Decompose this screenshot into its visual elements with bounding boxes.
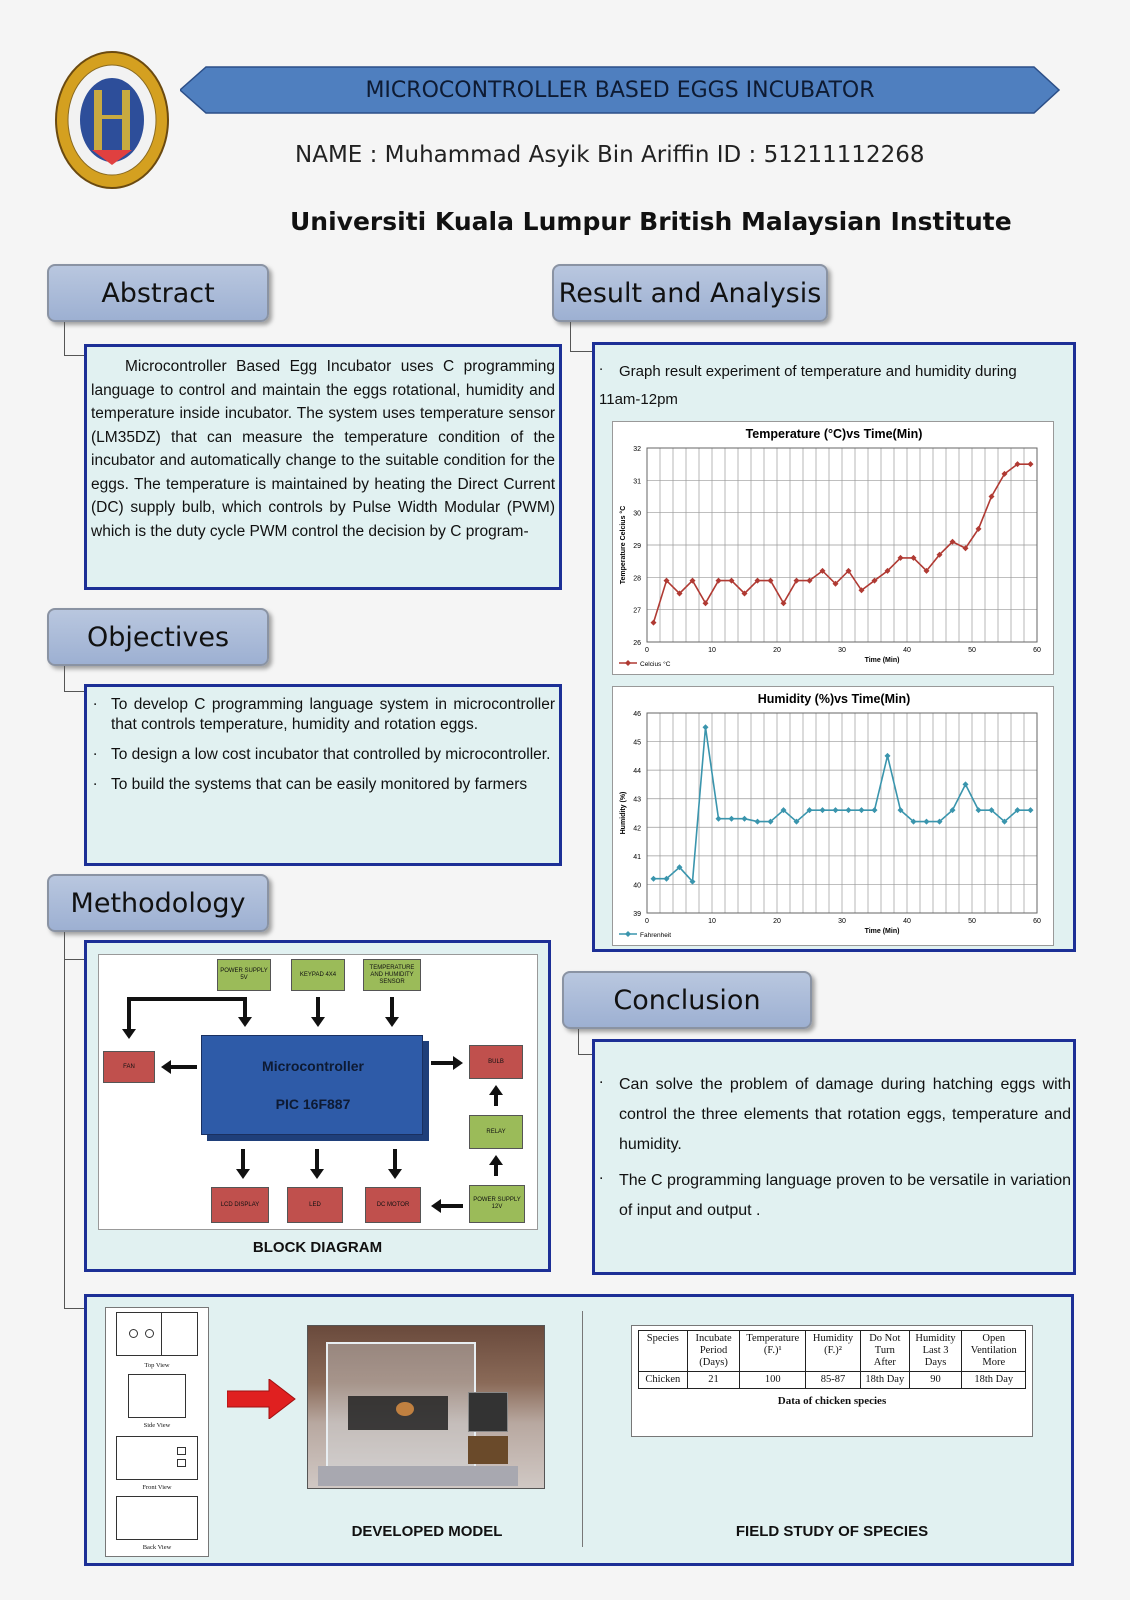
circle-icon: [145, 1329, 154, 1338]
developed-model-caption: DEVELOPED MODEL: [351, 1523, 503, 1540]
microcontroller-block: [201, 1035, 423, 1135]
data-point: [833, 807, 839, 813]
data-point: [885, 753, 891, 759]
fan-block: FAN: [103, 1051, 155, 1083]
y-tick-label: 40: [633, 882, 641, 890]
species-table-caption: Data of chicken species: [777, 1395, 887, 1407]
front-view-sketch: [116, 1436, 198, 1480]
x-tick-label: 40: [903, 918, 911, 925]
table-header-cell: Temperature (F.)¹: [740, 1331, 806, 1372]
view-label: Side View: [143, 1422, 171, 1429]
loop-arrow-down: [127, 997, 131, 1031]
arrow-down-icon: [385, 1017, 399, 1027]
x-tick-label: 30: [838, 647, 846, 654]
institution-name: Universiti Kuala Lumpur British Malaysian Institute: [290, 207, 1012, 236]
sensor-block: TEMPERATURE AND HUMIDITY SENSOR: [363, 959, 421, 991]
humidity-chart: [612, 686, 1054, 946]
y-tick-label: 42: [633, 825, 641, 833]
y-tick-label: 27: [633, 607, 641, 615]
table-header-cell: Incubate Period (Days): [687, 1331, 740, 1372]
x-tick-label: 50: [968, 918, 976, 925]
arrow-shaft: [316, 997, 320, 1019]
arrow-down-icon: [238, 1017, 252, 1027]
table-cell: 85-87: [806, 1372, 861, 1389]
y-tick-label: 41: [633, 853, 641, 861]
temperature-chart: [612, 421, 1054, 675]
arrow-down-icon: [388, 1169, 402, 1179]
table-cell: 18th Day: [861, 1372, 910, 1389]
arrow-shaft: [393, 1149, 397, 1171]
objective-item: . To build the systems that can be easily monitored by farmers: [89, 775, 555, 795]
led-block: LED: [287, 1187, 343, 1223]
data-point: [846, 807, 852, 813]
y-tick-label: 39: [633, 911, 641, 918]
objective-item: . To develop C programming language system in microcontroller that controls temperature, humidity and rotation eggs.: [89, 695, 555, 735]
arrow-left-icon: [161, 1060, 171, 1074]
x-tick-label: 60: [1033, 647, 1041, 654]
university-logo-icon: [54, 50, 170, 190]
conclusion-header: Conclusion: [562, 971, 812, 1029]
x-tick-label: 20: [773, 918, 781, 925]
y-tick-label: 32: [633, 446, 641, 453]
objectives-panel: [84, 684, 562, 866]
x-tick-label: 0: [645, 647, 649, 654]
conclusion-item: . Can solve the problem of damage during hatching eggs with control the three elements that rotation eggs, temperature and humidity.: [597, 1070, 1071, 1160]
y-tick-label: 46: [633, 711, 641, 718]
objective-item: . To design a low cost incubator that controlled by microcontroller.: [89, 745, 555, 765]
data-point: [1028, 461, 1034, 467]
table-cell: 18th Day: [962, 1372, 1026, 1389]
conclusion-connector: [578, 1029, 592, 1055]
arrow-left-icon: [431, 1199, 441, 1213]
y-tick-label: 43: [633, 796, 641, 804]
bottom-connector: [64, 960, 84, 1309]
data-point: [755, 819, 761, 825]
dc-motor-block: DC MOTOR: [365, 1187, 421, 1223]
objectives-header: Objectives: [47, 608, 269, 666]
x-tick-label: 0: [645, 918, 649, 925]
arrow-down-icon: [311, 1017, 325, 1027]
arrow-shaft: [315, 1149, 319, 1171]
data-point: [820, 807, 826, 813]
table-header-row: [639, 1331, 1026, 1372]
lcd-display-block: LCD DISPLAY: [211, 1187, 269, 1223]
data-point: [716, 816, 722, 822]
back-view-sketch: [116, 1496, 198, 1540]
keypad-block: KEYPAD 4X4: [291, 959, 345, 991]
data-point: [859, 807, 865, 813]
y-axis-label: Humidity (%): [620, 791, 627, 835]
y-tick-label: 44: [633, 768, 641, 776]
developed-model-photo: [307, 1325, 545, 1489]
table-header-cell: Humidity (F.)²: [806, 1331, 861, 1372]
legend-label: Fahrenheit: [640, 932, 672, 939]
legend-label: Celcius °C: [640, 661, 671, 668]
abstract-header: Abstract: [47, 264, 269, 322]
result-intro-line: . Graph result experiment of temperature and humidity during: [597, 363, 1067, 380]
y-tick-label: 45: [633, 739, 641, 747]
microcontroller-label: Microcontroller: [262, 1058, 364, 1074]
x-tick-label: 10: [708, 918, 716, 925]
result-header: Result and Analysis: [552, 264, 828, 322]
y-axis-label: Temperature Celcius °C: [620, 505, 627, 585]
view-label: Front View: [142, 1484, 172, 1491]
data-point: [651, 620, 657, 626]
relay-block: RELAY: [469, 1115, 523, 1149]
loop-arrow-top: [127, 997, 247, 1001]
x-tick-label: 10: [708, 647, 716, 654]
abstract-panel: [84, 344, 562, 590]
data-point: [742, 816, 748, 822]
y-tick-label: 31: [633, 478, 641, 486]
name-line: NAME : Muhammad Asyik Bin Ariffin ID : 51211112268: [295, 142, 925, 168]
table-header-cell: Do Not Turn After: [861, 1331, 910, 1372]
top-view-sketch: [116, 1312, 198, 1356]
pic-label: PIC 16F887: [275, 1096, 351, 1112]
table-cell: 90: [909, 1372, 962, 1389]
chart-title: Temperature (°C)vs Time(Min): [745, 427, 923, 441]
species-table: [638, 1330, 1026, 1389]
field-study-caption: FIELD STUDY OF SPECIES: [735, 1523, 929, 1540]
power-supply-5v-block: POWER SUPPLY 5V: [217, 959, 271, 991]
side-view-sketch: [128, 1374, 186, 1418]
chart-title: Humidity (%)vs Time(Min): [757, 692, 911, 706]
methodology-header: Methodology: [47, 874, 269, 932]
poster-title: MICROCONTROLLER BASED EGGS INCUBATOR: [365, 77, 875, 103]
result-panel: [592, 342, 1076, 952]
data-point: [872, 807, 878, 813]
table-cell: 100: [740, 1372, 806, 1389]
arrow-shaft: [494, 1094, 498, 1106]
data-point: [1028, 807, 1034, 813]
methodology-panel: [84, 940, 551, 1272]
arrow-shaft: [241, 1149, 245, 1171]
view-label: Back View: [142, 1544, 172, 1551]
x-tick-label: 40: [903, 647, 911, 654]
data-point: [651, 876, 657, 882]
x-tick-label: 60: [1033, 918, 1041, 925]
y-tick-label: 28: [633, 575, 641, 583]
x-axis-label: Time (Min): [864, 928, 900, 935]
arrow-shaft: [441, 1204, 463, 1208]
data-point: [729, 816, 735, 822]
views-sketch: [105, 1307, 209, 1557]
data-point: [924, 819, 930, 825]
bulb-block: BULB: [469, 1045, 523, 1079]
data-point: [963, 781, 969, 787]
y-tick-label: 30: [633, 510, 641, 518]
panel-divider: [582, 1311, 583, 1547]
y-tick-label: 26: [633, 640, 641, 647]
arrow-down-icon: [310, 1169, 324, 1179]
arrow-shaft: [431, 1061, 455, 1065]
power-supply-12v-block: POWER SUPPLY 12V: [469, 1185, 525, 1223]
arrow-down-icon: [122, 1029, 136, 1039]
x-axis-label: Time (Min): [864, 657, 900, 664]
arrow-shaft: [494, 1164, 498, 1176]
view-label: Top View: [144, 1362, 170, 1369]
objectives-connector: [64, 666, 84, 692]
table-header-cell: Open Ventilation More: [962, 1331, 1026, 1372]
table-header-cell: Species: [639, 1331, 688, 1372]
model-panel: [84, 1294, 1074, 1566]
table-row: [639, 1372, 1026, 1389]
methodology-connector: [64, 932, 84, 960]
title-banner: [180, 66, 1060, 114]
arrow-right-icon: [453, 1056, 463, 1070]
species-table-box: [631, 1325, 1033, 1437]
arrow-down-icon: [236, 1169, 250, 1179]
result-intro-time: 11am-12pm: [599, 391, 678, 408]
table-cell: Chicken: [639, 1372, 688, 1389]
result-connector: [570, 322, 592, 352]
arrow-shaft: [390, 997, 394, 1019]
block-diagram-caption: BLOCK DIAGRAM: [252, 1239, 383, 1256]
red-arrow-icon: [227, 1379, 297, 1419]
circle-icon: [129, 1329, 138, 1338]
legend-marker: [625, 660, 631, 666]
x-tick-label: 50: [968, 647, 976, 654]
abstract-connector: [64, 322, 84, 356]
egg-icon: [396, 1402, 414, 1416]
data-point: [703, 724, 709, 730]
abstract-text: Microcontroller Based Egg Incubator uses C programming language to control and maintain the eggs rotational, humidity and temperature inside incubator. The system uses temperature sensor (LM35DZ) that can measure the temperature condition of the incubator and automatically change to the suitable condition for the eggs. The temperature is maintained by heating the Direct Current (DC) supply bulb, which controls by Pulse Width Modular (PWM) which is the duty cycle PWM control the decision by C program-: [91, 358, 555, 540]
conclusion-item: . The C programming language proven to be versatile in variation of input and output .: [597, 1166, 1071, 1226]
x-tick-label: 30: [838, 918, 846, 925]
data-point: [976, 807, 982, 813]
arrow-shaft: [171, 1065, 197, 1069]
block-diagram: [98, 954, 538, 1230]
y-tick-label: 29: [633, 543, 641, 550]
table-cell: 21: [687, 1372, 740, 1389]
conclusion-panel: [592, 1039, 1076, 1275]
table-header-cell: Humidity Last 3 Days: [909, 1331, 962, 1372]
legend-marker: [625, 931, 631, 937]
x-tick-label: 20: [773, 647, 781, 654]
university-logo: [54, 50, 170, 190]
